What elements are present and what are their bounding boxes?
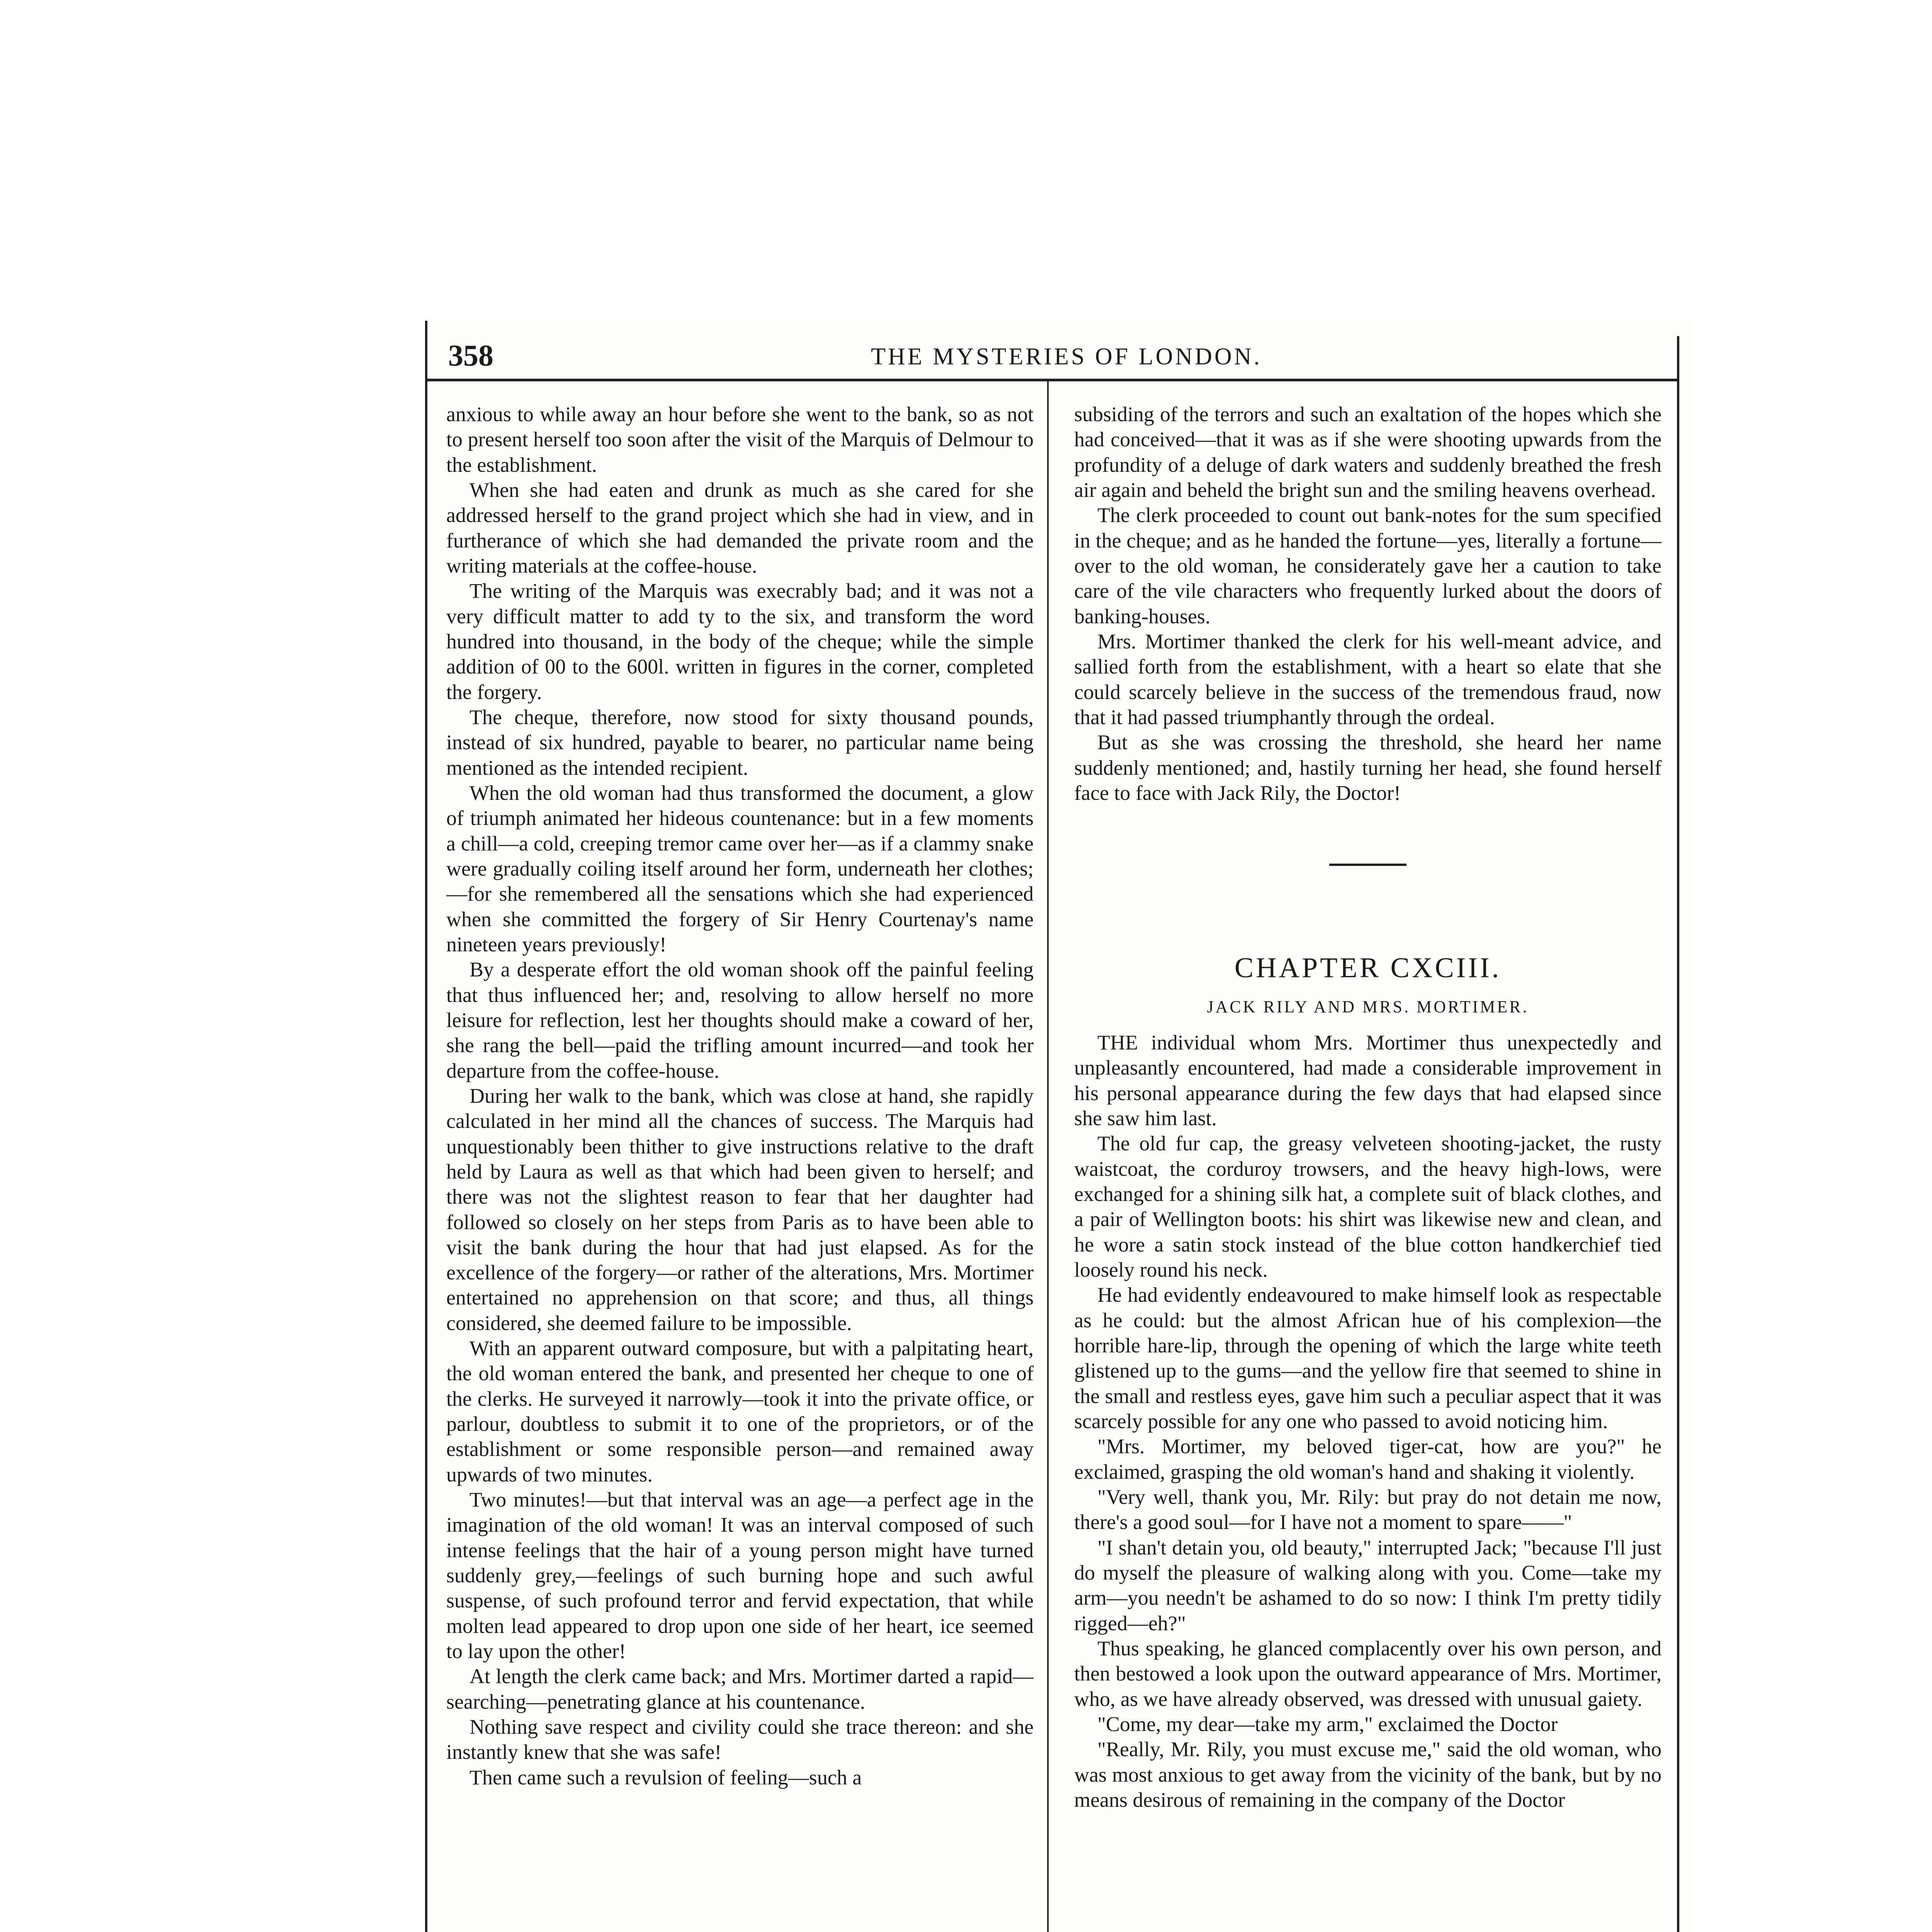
- header-rule: [425, 379, 1677, 381]
- right-column: [1074, 402, 1662, 1932]
- paragraph: "Come, my dear—take my arm," exclaimed the Doctor: [1097, 1712, 1558, 1736]
- paragraph: The clerk proceeded to count out bank-notes for the sum specified in the cheque; and as he handed the fortune—yes, literally a fortune—over to the old woman, he considerately gave her a caution to take care of the vile characters who frequently lurked about the doors of banking-houses.: [1074, 503, 1662, 628]
- chapter-subtitle: JACK RILY AND MRS. MORTIMER.: [1207, 997, 1529, 1016]
- paragraph: subsiding of the terrors and such an exaltation of the hopes which she had conceived—that it was as if she were shooting upwards from the profundity of a deluge of dark waters and suddenly breathed the fresh air again and beheld the bright sun and the smiling heavens overhead.: [1074, 403, 1662, 502]
- paragraph: When she had eaten and drunk as much as she cared for she addressed herself to the grand project which she had in view, and in furtherance of which she had demanded the private room and the writing materials at the coffee-house.: [446, 478, 1034, 577]
- paragraph: At length the clerk came back; and Mrs. Mortimer darted a rapid—searching—penetrating glance at his countenance.: [446, 1665, 1034, 1713]
- paragraph: Then came such a revulsion of feeling—such a: [469, 1765, 862, 1789]
- paragraph: Nothing save respect and civility could she trace thereon: and she instantly knew that she was safe!: [446, 1715, 1034, 1764]
- paragraph: By a desperate effort the old woman shook off the painful feeling that thus influenced her; and, resolving to allow herself no more leisure for reflection, lest her thoughts should make a coward of her, she rang the bell—paid the trifling amount incurred—and took her departure from the coffee-house.: [446, 958, 1034, 1082]
- paragraph: He had evidently endeavoured to make himself look as respectable as he could: but the almost African hue of his complexion—the horrible hare-lip, through the opening of which the large white teeth glistened up to the gums—and the yellow fire that seemed to shine in the small and restless eyes, gave him such a peculiar aspect that it was scarcely possible for any one who passed to avoid noticing him.: [1074, 1283, 1662, 1433]
- running-title: THE MYSTERIES OF LONDON.: [871, 344, 1262, 370]
- paragraph: The old fur cap, the greasy velveteen shooting-jacket, the rusty waistcoat, the corduroy trowsers, and the heavy high-lows, were exchanged for a shining silk hat, a complete suit of black clothes, and a pair of Wellington boots: his shirt was likewise new and clean, and he wore a satin stock instead of the blue cotton handkerchief tied loosely round his neck.: [1074, 1132, 1662, 1281]
- page-number: 358: [448, 338, 493, 372]
- page-border-left: [425, 321, 427, 1932]
- paragraph: With an apparent outward composure, but with a palpitating heart, the old woman entered the bank, and presented her cheque to one of the clerks. He surveyed it narrowly—took it into the private office, or parlour, doubtless to submit it to one of the proprietors, or of the establishment or some responsible person—and remained away upwards of two minutes.: [446, 1337, 1034, 1486]
- section-divider: [1329, 864, 1406, 866]
- paragraph: The cheque, therefore, now stood for sixty thousand pounds, instead of six hundred, payable to bearer, no particular name being mentioned as the intended recipient.: [446, 705, 1034, 779]
- left-column: [446, 402, 1034, 1932]
- newspaper-page: [425, 321, 1692, 1932]
- chapter-title: CHAPTER CXCIII.: [1234, 952, 1502, 984]
- paragraph: "Really, Mr. Rily, you must excuse me," said the old woman, who was most anxious to get away from the vicinity of the bank, but by no means desirous of remaining in the company of the Doctor: [1074, 1738, 1662, 1811]
- page-border-right: [1677, 336, 1679, 1932]
- paragraph: anxious to while away an hour before she went to the bank, so as not to present herself too soon after the visit of the Marquis of Delmour to the establishment.: [446, 403, 1034, 476]
- paragraph: When the old woman had thus transformed the document, a glow of triumph animated her hideous countenance: but in a few moments a chill—a cold, creeping tremor came over her—as if a clammy snake were gradually coiling itself around her form, underneath her clothes;—for she remembered all the sensations which she had experienced when she committed the forgery of Sir Henry Courtenay's name nineteen years previously!: [446, 781, 1034, 956]
- paragraph: "I shan't detain you, old beauty," interrupted Jack; "because I'll just do myself the pleasure of walking along with you. Come—take my arm—you needn't be ashamed to do so now: I think I'm pretty tidily rigged—eh?": [1074, 1536, 1662, 1635]
- paragraph: Two minutes!—but that interval was an age—a perfect age in the imagination of the old woman! It was an interval composed of such intense feelings that the hair of a young person might have turned suddenly grey,—feelings of such burning hope and such awful suspense, of such profound terror and fervid expectation, that while molten lead appeared to drop upon one side of her heart, ice seemed to lay upon the other!: [446, 1488, 1034, 1663]
- paragraph: Mrs. Mortimer thanked the clerk for his well-meant advice, and sallied forth from the establishment, with a heart so elate that she could scarcely believe in the success of the tremendous fraud, now that it had passed triumphantly through the ordeal.: [1074, 629, 1662, 729]
- paragraph: But as she was crossing the threshold, she heard her name suddenly mentioned; and, hastily turning her head, she found herself face to face with Jack Rily, the Doctor!: [1074, 731, 1662, 804]
- paragraph: During her walk to the bank, which was close at hand, she rapidly calculated in her mind all the chances of success. The Marquis had unquestionably been thither to give instructions relative to the draft held by Laura as well as that which had been given to herself; and there was not the slightest reason to fear that her daughter had followed so closely on her steps from Paris as to have been able to visit the bank during the hour that had just elapsed. As for the excellence of the forgery—or rather of the alterations, Mrs. Mortimer entertained no apprehension on that score; and thus, all things considered, she deemed failure to be impossible.: [446, 1084, 1034, 1335]
- column-rule: [1047, 379, 1049, 1932]
- paragraph: The writing of the Marquis was execrably bad; and it was not a very difficult matter to add ty to the six, and transform the word hundred into thousand, in the body of the cheque; while the simple addition of 00 to the 600l. written in figures in the corner, completed the forgery.: [446, 579, 1034, 704]
- paragraph: Thus speaking, he glanced complacently over his own person, and then bestowed a look upon the outward appearance of Mrs. Mortimer, who, as we have already observed, was dressed with unusual gaiety.: [1074, 1636, 1662, 1711]
- paragraph: THE individual whom Mrs. Mortimer thus unexpectedly and unpleasantly encountered, had made a considerable improvement in his personal appearance during the few days that had elapsed since she saw him last.: [1074, 1031, 1662, 1130]
- paragraph: "Mrs. Mortimer, my beloved tiger-cat, how are you?" he exclaimed, grasping the old woman's hand and shaking it violently.: [1074, 1435, 1662, 1483]
- paragraph: "Very well, thank you, Mr. Rily: but pray do not detain me now, there's a good soul—for I have not a moment to spare——": [1074, 1485, 1662, 1534]
